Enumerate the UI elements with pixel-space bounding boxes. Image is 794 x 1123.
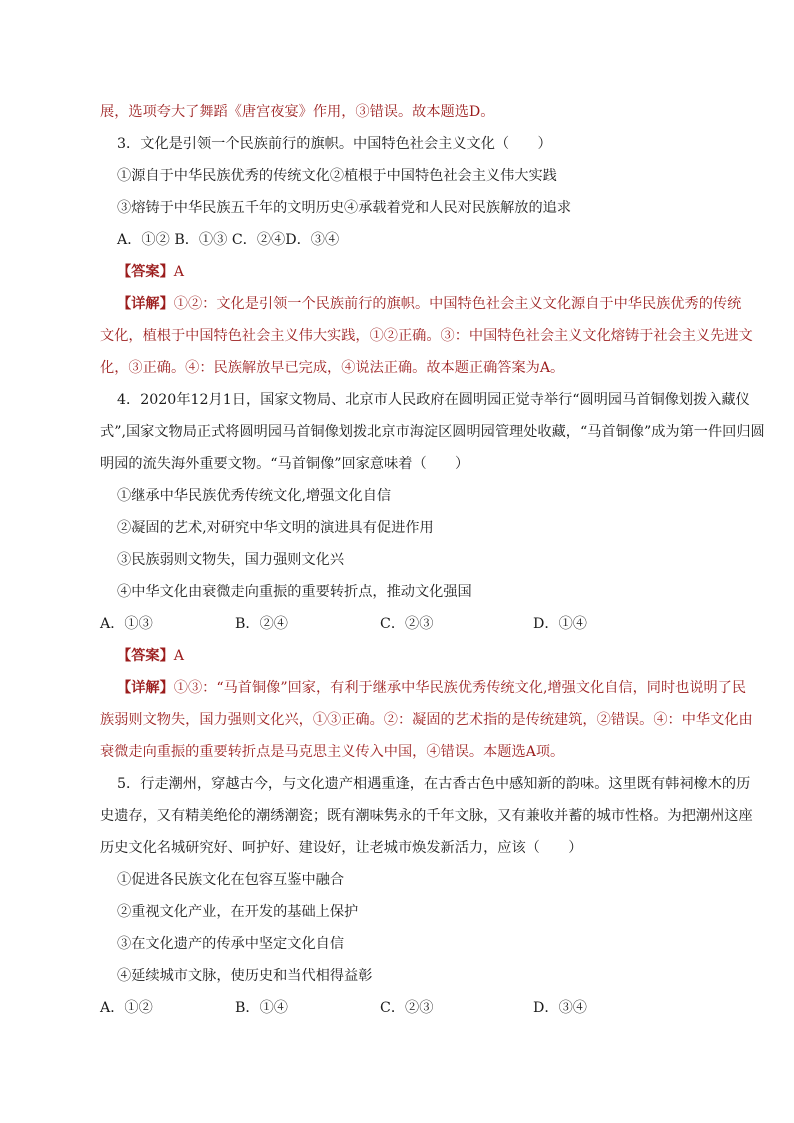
q3-detail-line: 文化，植根于中国特色社会主义伟大实践，①②正确。③：中国特色社会主义文化熔铸于社会主义先进文: [100, 328, 753, 344]
q5-item: ③在文化遗产的传承中坚定文化自信: [117, 936, 345, 952]
option-b: B．②④: [235, 616, 288, 632]
q5-item: ②重视文化产业，在开发的基础上保护: [117, 904, 359, 920]
q5-stem-line: 史遗存，又有精美绝伦的潮绣潮瓷；既有潮味隽永的千年文脉，又有兼收并蓄的城市性格。为把潮州这座: [100, 808, 753, 824]
q3-options: A．①② B．①③ C．②④D．③④: [117, 232, 340, 248]
detail-label: 【详解】: [117, 296, 174, 312]
q5-options: [100, 998, 620, 1018]
q4-options: [100, 614, 620, 634]
answer-value: A: [173, 264, 185, 280]
q3-stem: 3．文化是引领一个民族前行的旗帜。中国特色社会主义文化（ ）: [117, 136, 552, 152]
q4-stem-line: 4．2020年12月1日，国家文物局、北京市人民政府在圆明园正觉寺举行“圆明园马首铜像划拨入藏仪: [117, 392, 750, 408]
detail-text: ①②：文化是引领一个民族前行的旗帜。中国特色社会主义文化源自于中华民族优秀的传统: [173, 296, 742, 312]
q4-stem-line: 式”,国家文物局正式将圆明园马首铜像划拨北京市海淀区圆明园管理处收藏，“马首铜像”成为第一件回归圆: [100, 424, 765, 440]
q4-detail-line: 族弱则文物失，国力强则文化兴，①③正确。②：凝固的艺术指的是传统建筑，②错误。④：中华文化由: [100, 712, 753, 728]
q4-stem-line: 明园的流失海外重要文物。“马首铜像”回家意味着（ ）: [100, 456, 470, 472]
q4-answer: [117, 646, 184, 666]
option-a: A．①③: [100, 616, 153, 632]
q3-item: ③熔铸于中华民族五千年的文明历史④承载着党和人民对民族解放的追求: [117, 200, 572, 216]
q4-item: ③民族弱则文物失，国力强则文化兴: [117, 552, 345, 568]
q3-answer: [117, 262, 184, 282]
q4-item: ④中华文化由衰微走向重振的重要转折点，推动文化强国: [117, 584, 472, 600]
q3-detail-line: 化，③正确。④：民族解放早已完成，④说法正确。故本题正确答案为A。: [100, 360, 565, 376]
q3-detail-line: [117, 294, 741, 314]
q4-detail-line: [117, 678, 746, 698]
q5-item: ④延续城市文脉，使历史和当代相得益彰: [117, 968, 373, 984]
answer-label: 【答案】: [117, 264, 174, 280]
option-d: D．①④: [533, 616, 587, 632]
q4-detail-line: 衰微走向重振的重要转折点是马克思主义传入中国，④错误。本题选A项。: [100, 744, 565, 760]
option-b: B．①④: [235, 1000, 288, 1016]
option-c: C．②③: [380, 1000, 434, 1016]
q3-item: ①源自于中华民族优秀的传统文化②植根于中国特色社会主义伟大实践: [117, 168, 557, 184]
answer-value: A: [173, 648, 185, 664]
answer-label: 【答案】: [117, 648, 174, 664]
detail-text: ①③：“马首铜像”回家，有利于继承中华民族优秀传统文化,增强文化自信，同时也说明了民: [173, 680, 747, 696]
detail-label: 【详解】: [117, 680, 174, 696]
q5-item: ①促进各民族文化在包容互鉴中融合: [117, 872, 345, 888]
q2-explanation-tail: 展，选项夸大了舞蹈《唐宫夜宴》作用，③错误。故本题选D。: [100, 104, 495, 120]
q5-stem-line: 历史文化名城研究好、呵护好、建设好，让老城市焕发新活力，应该（ ）: [100, 840, 583, 856]
option-a: A．①②: [100, 1000, 153, 1016]
q4-item: ①继承中华民族优秀传统文化,增强文化自信: [117, 488, 392, 504]
q4-item: ②凝固的艺术,对研究中华文明的演进具有促进作用: [117, 520, 434, 536]
option-c: C．②③: [380, 616, 434, 632]
option-d: D．③④: [533, 1000, 587, 1016]
q5-stem-line: 5．行走潮州，穿越古今，与文化遗产相遇重逢，在古香古色中感知新的韵味。这里既有韩祠橡木的历: [117, 776, 751, 792]
